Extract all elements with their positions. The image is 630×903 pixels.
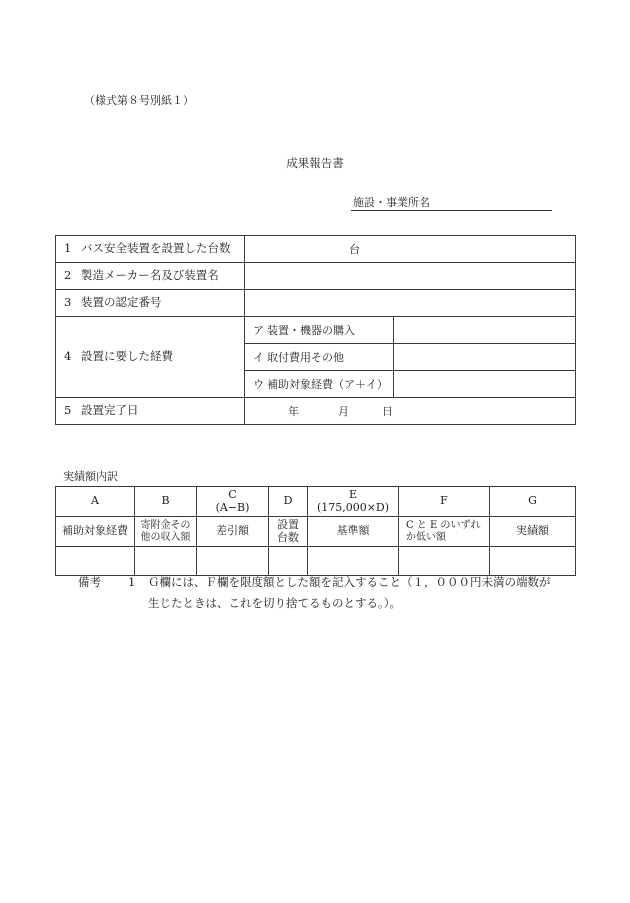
column-label-line: 寄附金その	[140, 519, 191, 531]
breakdown-table	[55, 486, 576, 576]
row-number: 2	[64, 268, 72, 283]
column-b-value-cell	[135, 547, 197, 576]
column-d-header	[269, 487, 308, 517]
column-e-header	[308, 487, 399, 517]
column-e-label	[308, 517, 399, 547]
row-label: バス安全装置を設置した台数	[81, 241, 231, 256]
column-a-label	[56, 517, 135, 547]
subsidy-cost-value-cell	[394, 371, 576, 398]
column-g-label	[490, 517, 576, 547]
bus-units-value-cell	[245, 236, 576, 263]
column-c-value-cell	[197, 547, 269, 576]
manufacturer-label-cell	[56, 263, 245, 290]
row-number: 1	[64, 241, 72, 256]
column-letter: F	[440, 494, 448, 508]
column-formula: (A−B)	[215, 500, 250, 514]
column-c-header	[197, 487, 269, 517]
installation-other-label-cell	[245, 344, 394, 371]
form-number: （様式第８号別紙１）	[84, 94, 194, 107]
report-row-bus-units	[56, 236, 576, 263]
month-label: 月	[338, 404, 349, 418]
column-label: 補助対象経費	[62, 524, 128, 538]
breakdown-value-row	[56, 547, 576, 576]
column-letter: G	[528, 494, 537, 508]
remarks-text-line: Ｇ欄には、Ｆ欄を限度額とした額を記入すること（１，０００円未満の端数が	[148, 575, 551, 589]
row-label: 装置の認定番号	[81, 295, 162, 310]
report-row-completion-date	[56, 398, 576, 425]
row-label: 設置に要した経費	[81, 349, 173, 364]
column-letter: B	[161, 494, 170, 508]
column-letter: C	[228, 487, 237, 501]
column-g-value-cell	[490, 547, 576, 576]
unit-label: 台	[349, 242, 360, 256]
breakdown-title: 実績額内訳	[63, 470, 118, 483]
column-b-label	[135, 517, 197, 547]
row-label: 製造メーカー名及び装置名	[81, 268, 219, 283]
equipment-purchase-value-cell	[394, 317, 576, 344]
item-marker: ア	[253, 323, 264, 337]
column-f-value-cell	[399, 547, 490, 576]
column-d-value-cell	[269, 547, 308, 576]
column-letter: E	[348, 487, 358, 501]
facility-name-label: 施設・事業所名	[353, 196, 430, 209]
column-e-value-cell	[308, 547, 399, 576]
column-label-line: 他の収入額	[140, 531, 191, 543]
column-letter: D	[283, 494, 293, 508]
completion-date-label-cell	[56, 398, 245, 425]
column-a-value-cell	[56, 547, 135, 576]
completion-date-value-cell	[245, 398, 576, 425]
column-d-label	[269, 517, 308, 547]
item-label: 補助対象経費（ア＋イ）	[267, 377, 388, 391]
year-label: 年	[288, 404, 299, 418]
row-number: 4	[64, 349, 72, 364]
column-b-header	[135, 487, 197, 517]
column-label: 差引額	[216, 524, 249, 538]
column-c-label	[197, 517, 269, 547]
page-title: 成果報告書	[286, 156, 344, 170]
breakdown-label-row	[56, 517, 576, 547]
row-number: 3	[64, 295, 72, 310]
installation-cost-label-cell	[56, 317, 245, 398]
column-letter: A	[91, 494, 99, 508]
installation-other-value-cell	[394, 344, 576, 371]
bus-units-label-cell	[56, 236, 245, 263]
equipment-purchase-label-cell	[245, 317, 394, 344]
report-row-installation-cost	[56, 317, 576, 344]
column-label-line: 設置	[277, 517, 299, 531]
column-formula: (175,000×D)	[316, 500, 390, 514]
remarks-text-line: 生じたときは、これを切り捨てるものとする。）。	[148, 596, 401, 610]
report-row-manufacturer	[56, 263, 576, 290]
breakdown-header-row	[56, 487, 576, 517]
item-label: 取付費用その他	[267, 350, 344, 364]
facility-name-field	[351, 197, 552, 211]
row-label: 設置完了日	[81, 403, 139, 418]
certification-label-cell	[56, 290, 245, 317]
item-marker: イ	[253, 350, 264, 364]
remarks-label: 備考	[78, 575, 101, 589]
row-number: 5	[64, 403, 72, 418]
column-label: 実績額	[516, 524, 549, 538]
column-label-line: C と E のいずれ	[406, 519, 481, 531]
column-label: 基準額	[336, 524, 370, 538]
remarks-number: 1	[128, 575, 136, 589]
column-f-label	[399, 517, 490, 547]
report-table	[55, 235, 576, 425]
column-a-header	[56, 487, 135, 517]
column-label-line: か低い額	[406, 531, 446, 543]
day-label: 日	[382, 404, 393, 418]
certification-value-cell	[245, 290, 576, 317]
column-label-line: 台数	[277, 530, 299, 544]
item-marker: ウ	[253, 377, 264, 391]
column-g-header	[490, 487, 576, 517]
manufacturer-value-cell	[245, 263, 576, 290]
column-f-header	[399, 487, 490, 517]
subsidy-cost-label-cell	[245, 371, 394, 398]
report-row-certification	[56, 290, 576, 317]
item-label: 装置・機器の購入	[267, 323, 355, 337]
